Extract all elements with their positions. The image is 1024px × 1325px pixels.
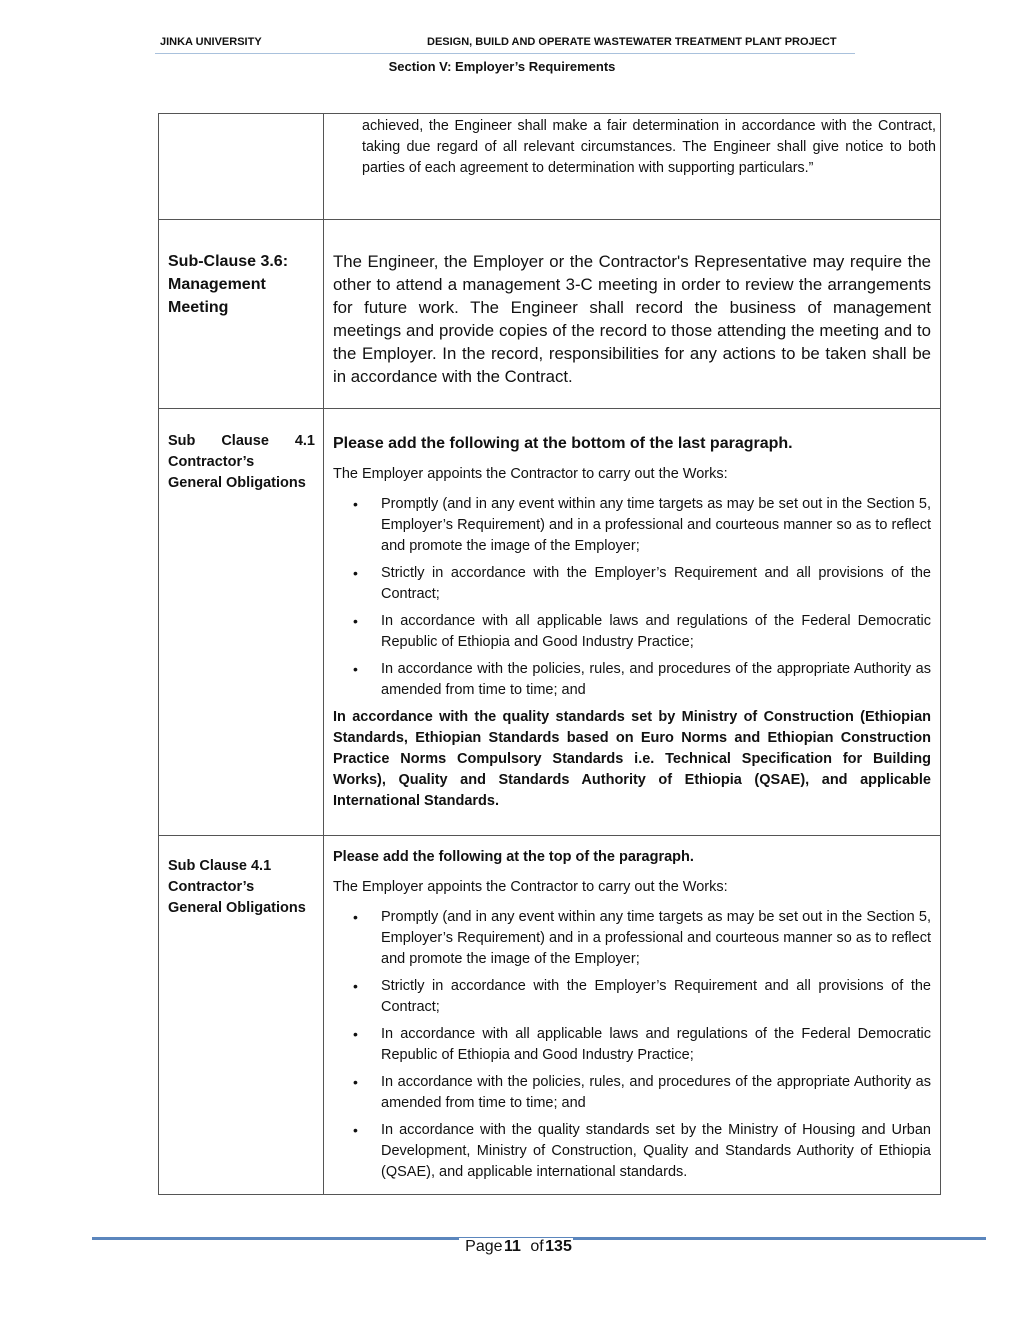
page-number: Page 11 of 135 — [0, 1238, 1024, 1256]
clause-number: Sub Clause 4.1 — [168, 858, 272, 874]
row-content — [324, 114, 941, 220]
instruction-heading: Please add the following at the bottom of the last paragraph. — [333, 435, 793, 452]
list-item: • Strictly in accordance with the Employer’s Requirement and all provisions of the Contract; — [353, 978, 931, 1015]
row-label — [159, 409, 324, 836]
clause-title: Contractor’s — [168, 879, 255, 895]
header-section-title: Section V: Employer’s Requirements — [388, 59, 616, 74]
bullet-icon: • — [353, 565, 358, 581]
list-item: • In accordance with all applicable laws and regulations of the Federal Democratic Republic of Ethiopia and Good Industry Practice; — [353, 613, 931, 650]
row-label — [159, 836, 324, 1195]
table-row — [159, 114, 941, 220]
header-institution: JINKA UNIVERSITY — [160, 36, 262, 48]
obligations-list — [333, 907, 931, 1183]
bullet-icon: • — [353, 978, 358, 994]
clause-title: Contractor’s — [168, 454, 255, 470]
row-content — [324, 836, 941, 1195]
clause-number: Sub-Clause 3.6: — [168, 253, 289, 270]
bullet-icon: • — [353, 1122, 358, 1138]
intro-sentence: The Employer appoints the Contractor to carry out the Works: — [333, 879, 728, 895]
row-label — [159, 220, 324, 409]
table-row — [159, 409, 941, 836]
intro-sentence: The Employer appoints the Contractor to carry out the Works: — [333, 466, 728, 482]
quality-standards-paragraph: In accordance with the quality standards set by Ministry of Construction (Ethiopian Standards, Ethiopian Standards based on Euro Norms and Ethiopian Construction Practice Norms Compulsory Standards i.e. Technical Specification for Building Works), Quality and Standards Authority of Ethiopia (QSAE), and applicable International Standards. — [333, 709, 931, 809]
clause-title: General Obligations — [168, 900, 306, 916]
list-item: • Promptly (and in any event within any time targets as may be set out in the Section 5, Employer’s Requirement) and in a professional and courteous manner so as to reflect and promote the image of the Employer; — [353, 909, 931, 967]
header-divider — [155, 53, 855, 54]
clause-number: Sub Clause 4.1 — [168, 433, 315, 449]
bullet-icon: • — [353, 661, 358, 677]
bullet-icon: • — [353, 909, 358, 925]
clause-title: Meeting — [168, 299, 229, 316]
bullet-icon: • — [353, 1026, 358, 1042]
list-item: • Strictly in accordance with the Employer’s Requirement and all provisions of the Contract; — [353, 565, 931, 602]
clause-title: Management — [168, 276, 266, 293]
table-row — [159, 220, 941, 409]
clause-paragraph: The Engineer, the Employer or the Contractor's Representative may require the other to attend a management 3-C meeting in order to review the arrangements for future work. The Engineer shall record the business of management meetings and provide copies of the record to those attending the meeting and to the Employer. In the record, responsibilities for any actions to be taken shall be in accordance with the Contract. — [333, 252, 931, 386]
list-item: • In accordance with the policies, rules, and procedures of the appropriate Authority as amended from time to time; and — [353, 661, 931, 698]
row-label-empty — [159, 114, 324, 220]
list-item: • Promptly (and in any event within any time targets as may be set out in the Section 5, Employer’s Requirement) and in a professional and courteous manner so as to reflect and promote the image of the Employer; — [353, 496, 931, 554]
instruction-heading: Please add the following at the top of the paragraph. — [333, 849, 694, 865]
clause-title: General Obligations — [168, 475, 306, 491]
list-item: • In accordance with all applicable laws and regulations of the Federal Democratic Republic of Ethiopia and Good Industry Practice; — [353, 1026, 931, 1063]
table-row — [159, 836, 941, 1195]
continued-paragraph: achieved, the Engineer shall make a fair determination in accordance with the Contract, taking due regard of all relevant circumstances. The Engineer shall give notice to both parties of each agreement to determination with supporting particulars.” — [362, 118, 936, 176]
row-content — [324, 409, 941, 836]
list-item: • In accordance with the policies, rules, and procedures of the appropriate Authority as amended from time to time; and — [353, 1074, 931, 1111]
header-project-title: DESIGN, BUILD AND OPERATE WASTEWATER TREATMENT PLANT PROJECT — [427, 36, 837, 48]
bullet-icon: • — [353, 613, 358, 629]
row-content — [324, 220, 941, 409]
obligations-list — [333, 494, 931, 701]
bullet-icon: • — [353, 496, 358, 512]
list-item: • In accordance with the quality standards set by the Ministry of Housing and Urban Development, Ministry of Construction, Quality and Standards Authority of Ethiopia (QSAE), and applicable international standards. — [353, 1122, 931, 1180]
requirements-table — [158, 113, 941, 1195]
bullet-icon: • — [353, 1074, 358, 1090]
